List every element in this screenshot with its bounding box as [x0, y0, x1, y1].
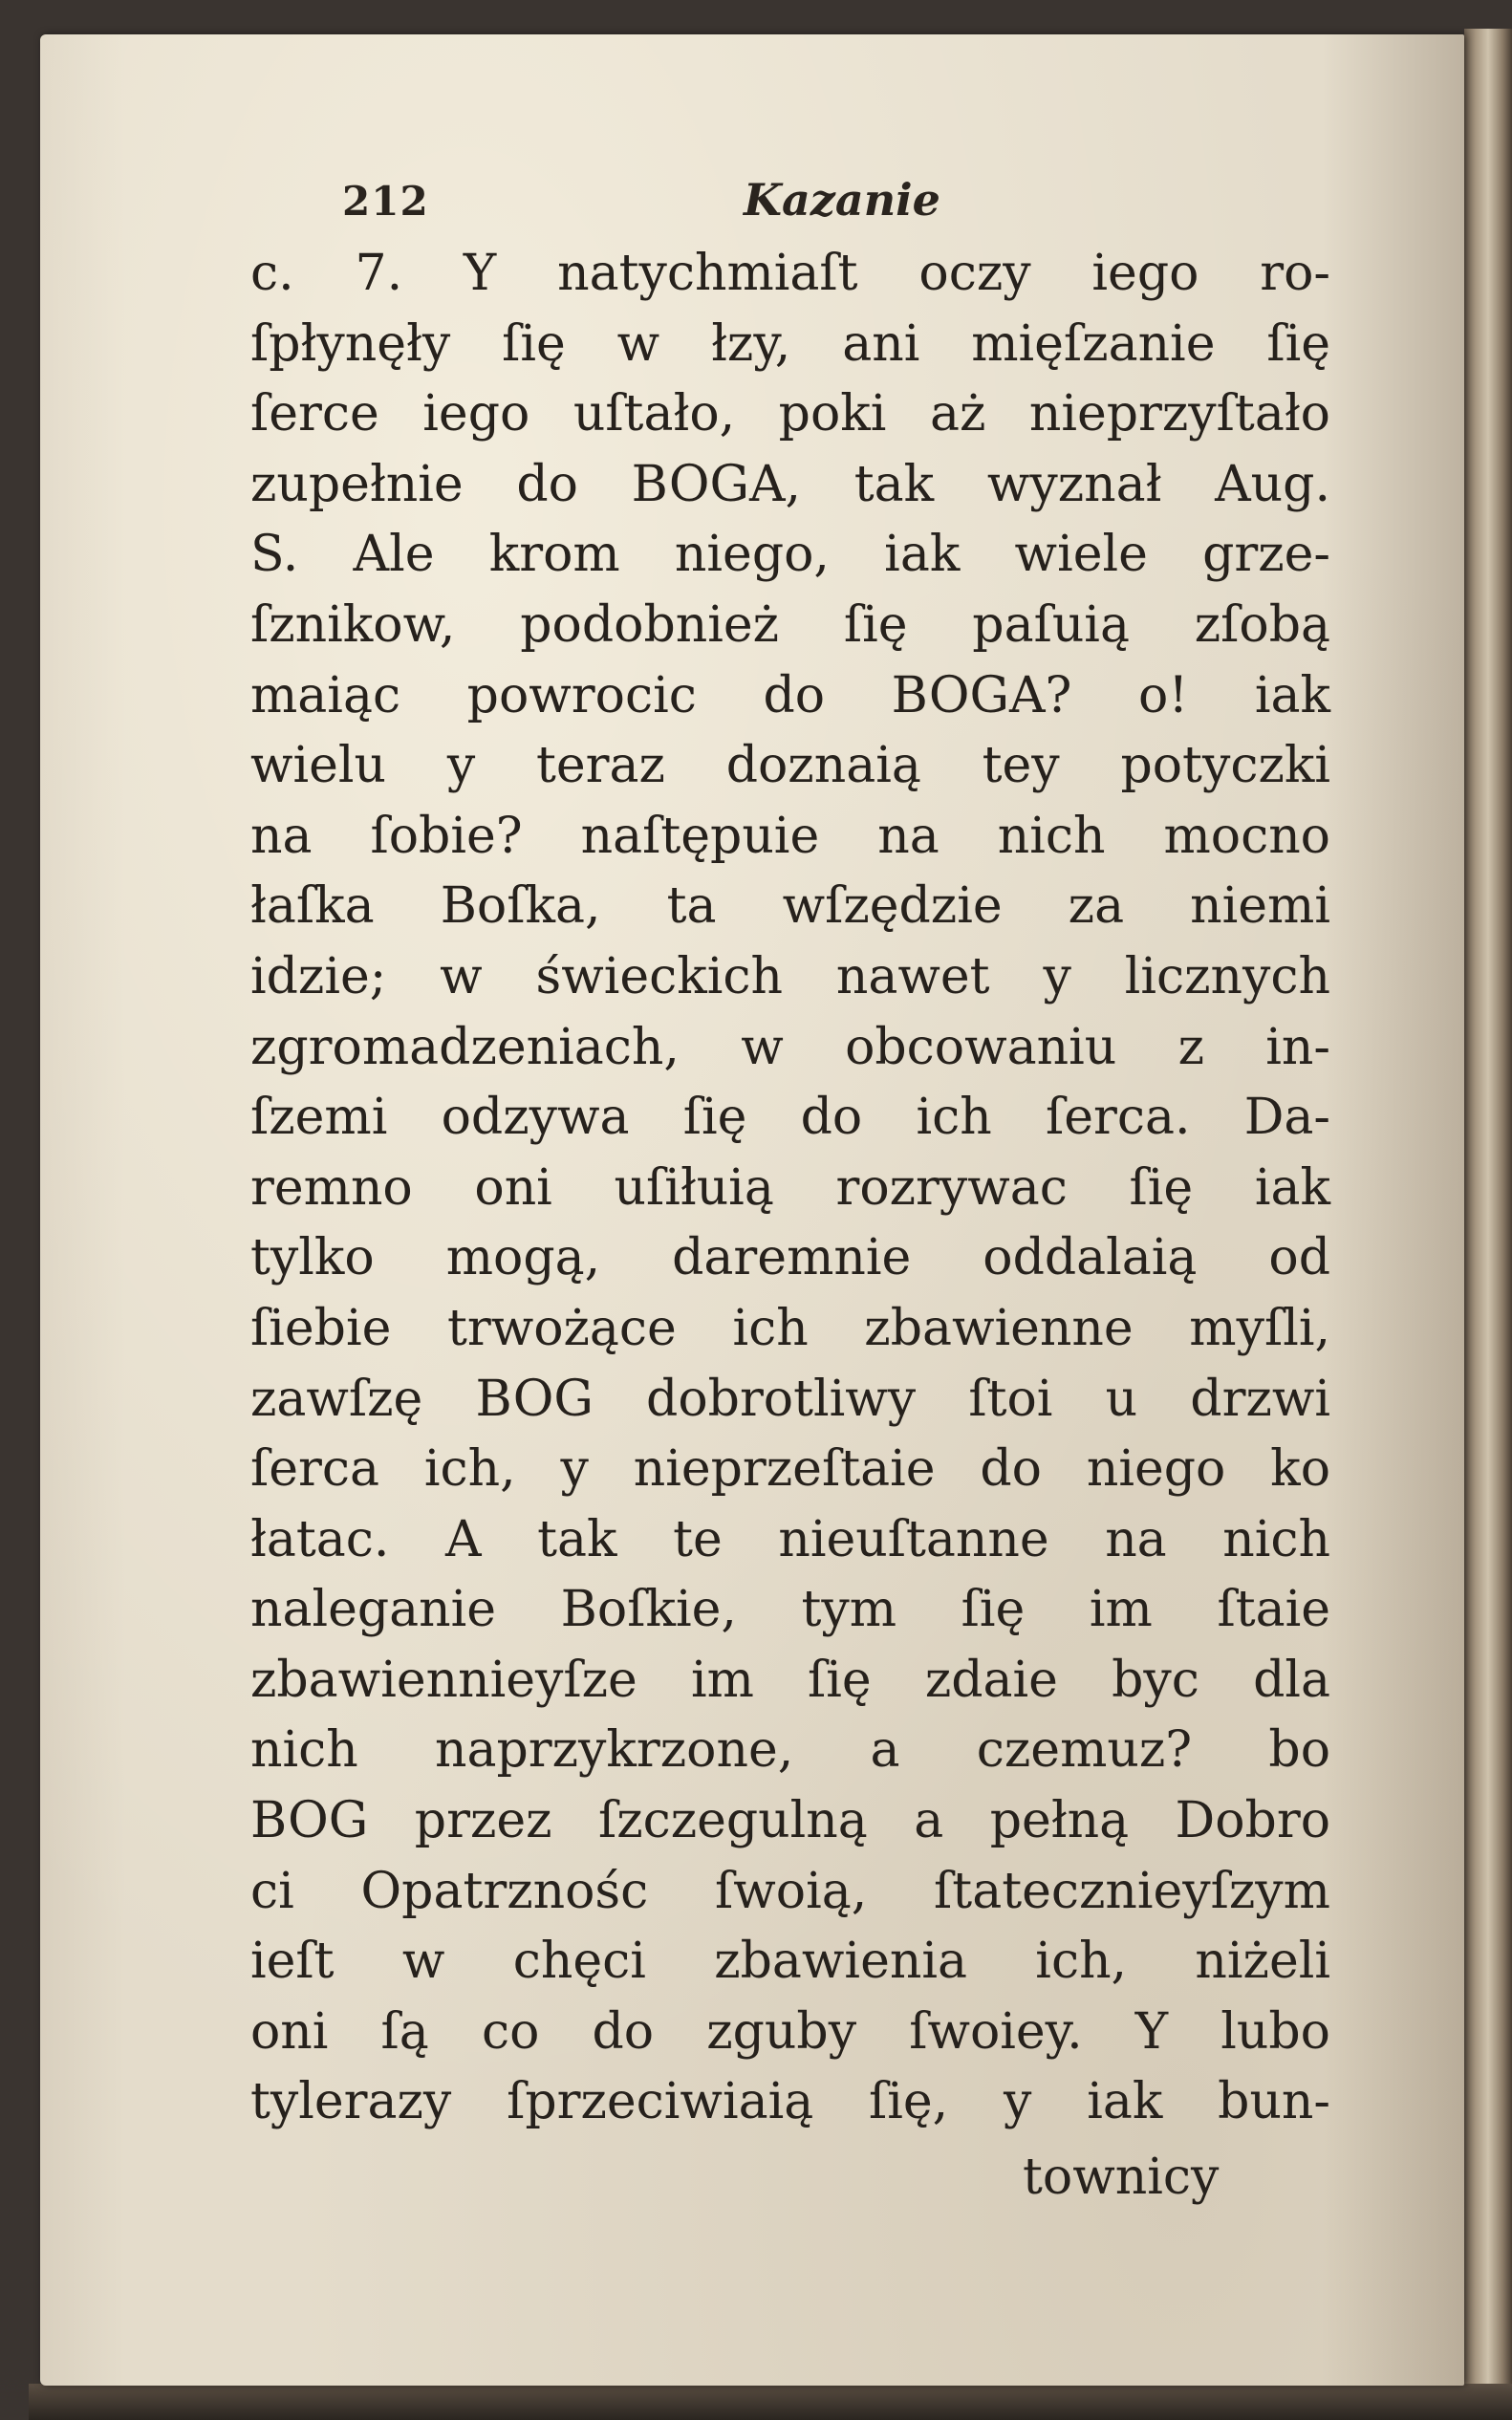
text-line: oni ſą co do zguby ſwoiey. Y lubo	[250, 2002, 1330, 2061]
book-bottom-edge	[29, 2384, 1512, 2420]
page-number: 212	[342, 178, 429, 225]
body-text	[250, 239, 1330, 2138]
text-line: BOG przez ſzczegulną a pełną Dobro	[250, 1792, 1330, 1850]
text-line: ſiebie trwożące ich zbawienne myſli,	[250, 1299, 1330, 1357]
text-line: zawſzę BOG dobrotliwy ſtoi u drzwi	[250, 1370, 1330, 1428]
text-line: zupełnie do BOGA, tak wyznał Aug.	[250, 455, 1330, 513]
running-head: Kazanie	[744, 174, 940, 226]
text-line: remno oni uſiłuią rozrywac ſię iak	[250, 1158, 1330, 1217]
text-line: zbawiennieyſze im ſię zdaie byc dla	[250, 1651, 1330, 1709]
text-line: tylko mogą, daremnie oddalaią od	[250, 1229, 1330, 1287]
book-fore-edge	[1464, 29, 1512, 2409]
text-line: naleganie Boſkie, tym ſię im ſtaie	[250, 1581, 1330, 1639]
text-line: ieſt w chęci zbawienia ich, niżeli	[250, 1933, 1330, 1991]
text-line: ci Opatrznośc ſwoią, ſtatecznieyſzym	[250, 1862, 1330, 1920]
text-line: wielu y teraz doznaią tey potyczki	[250, 737, 1330, 795]
text-line: c. 7. Y natychmiaſt oczy iego ro-	[250, 245, 1330, 302]
text-line: ſpłynęły ſię w łzy, ani mięſzanie ſię	[250, 314, 1330, 373]
text-line: idzie; w świeckich nawet y licznych	[250, 947, 1330, 1005]
text-line: tylerazy ſprzeciwiaią ſię, y iak bun-	[250, 2073, 1330, 2131]
text-line: S. Ale krom niego, iak wiele grze-	[250, 526, 1330, 584]
text-line: ſzemi odzywa ſię do ich ſerca. Da-	[250, 1089, 1330, 1147]
text-line: łaſka Boſka, ta wſzędzie za niemi	[250, 877, 1330, 936]
text-line: łatac. A tak te nieuſtanne na nich	[250, 1510, 1330, 1568]
text-line: nich naprzykrzone, a czemuz? bo	[250, 1721, 1330, 1780]
text-line: ſerce iego uſtało, poki aż nieprzyſtało	[250, 385, 1330, 443]
catchword: townicy	[1023, 2149, 1220, 2206]
text-line: maiąc powrocic do BOGA? o! iak	[250, 666, 1330, 724]
text-line: ſznikow, podobnież ſię paſuią zſobą	[250, 595, 1330, 654]
text-line: na ſobie? naſtępuie na nich mocno	[250, 807, 1330, 865]
page-header	[342, 174, 954, 241]
text-line: zgromadzeniach, w obcowaniu z in-	[250, 1018, 1330, 1076]
text-line: ſerca ich, y nieprzeſtaie do niego ko	[250, 1440, 1330, 1499]
